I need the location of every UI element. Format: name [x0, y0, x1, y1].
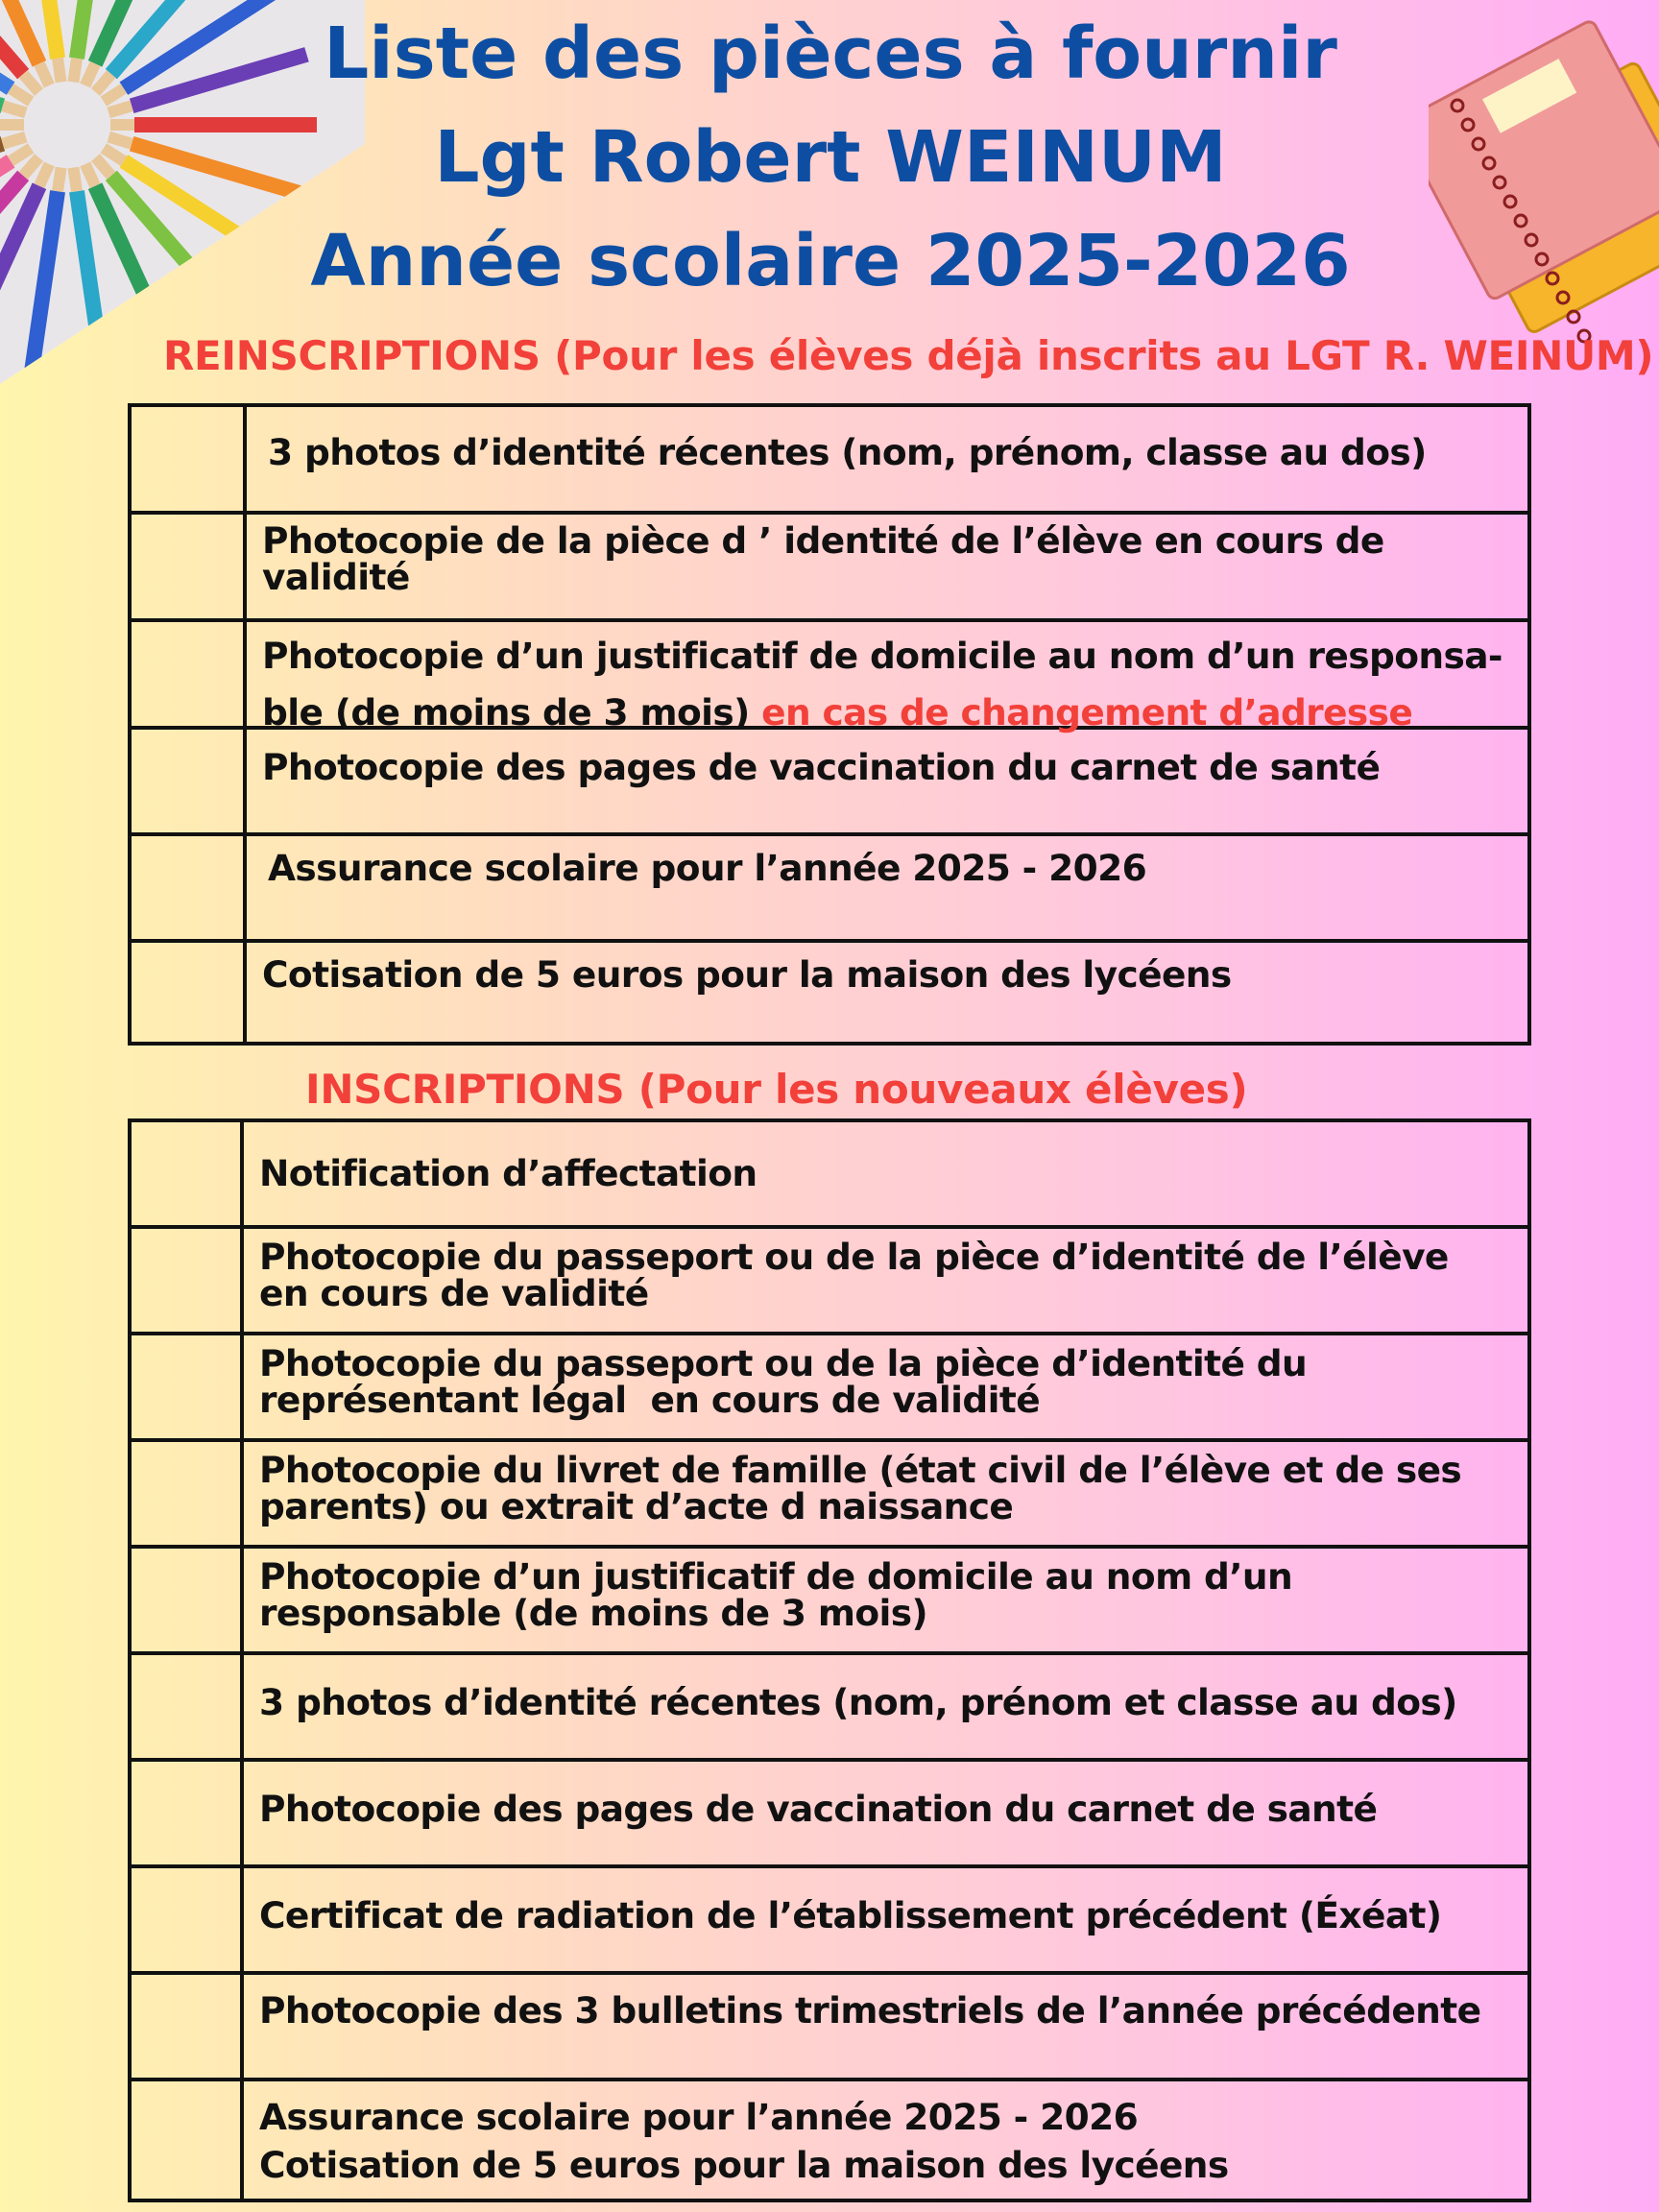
item-line: Photocopie du passeport ou de la pièce d’identité de l’élève [259, 1236, 1449, 1278]
item-line: Photocopie du passeport ou de la pièce d’identité du [259, 1342, 1308, 1384]
checklist-item [247, 943, 1527, 1042]
highlight-note: en cas de changement d’adresse [761, 691, 1413, 733]
checkbox[interactable] [132, 1975, 244, 2078]
checkbox[interactable] [132, 730, 247, 832]
item-line: Assurance scolaire pour l’année 2025 - 2026 [259, 2096, 1139, 2138]
checklist-item [247, 407, 1527, 511]
checklist-row [132, 1229, 1527, 1335]
item-line: Photocopie des pages de vaccination du carnet de santé [259, 1788, 1378, 1830]
page-title [288, 2, 1373, 313]
checkbox[interactable] [132, 2081, 244, 2201]
pencil-tip [73, 59, 77, 83]
checklist-item [244, 1868, 1527, 1971]
checklist-row [132, 1762, 1527, 1868]
item-line: Photocopie des 3 bulletins trimestriels de l’année précédente [259, 1989, 1481, 2032]
pencil-tip [3, 106, 26, 112]
checklist-row [132, 515, 1527, 622]
checkbox[interactable] [132, 515, 247, 618]
item-line: Cotisation de 5 euros pour la maison des lycéens [262, 953, 1232, 996]
checklist-row [132, 2081, 1527, 2201]
checklist-item [244, 1762, 1527, 1864]
item-line: Photocopie des pages de vaccination du carnet de santé [262, 746, 1381, 788]
inscriptions-checklist [128, 1118, 1531, 2202]
checklist-item [244, 1549, 1527, 1651]
checklist-item [244, 1442, 1527, 1545]
checklist-row [132, 1442, 1527, 1549]
inscriptions-heading: INSCRIPTIONS (Pour les nouveaux élèves) [305, 1066, 1248, 1113]
checkbox[interactable] [132, 1335, 244, 1438]
item-line: Photocopie d’un justificatif de domicile au nom d’un responsa- [262, 635, 1503, 677]
checklist-row [132, 622, 1527, 733]
checkbox[interactable] [132, 943, 247, 1042]
checkbox[interactable] [132, 836, 247, 939]
item-line: ble (de moins de 3 mois) [262, 691, 750, 733]
checklist-item [244, 1229, 1527, 1332]
checkbox[interactable] [132, 1442, 244, 1545]
checklist-row [132, 1975, 1527, 2081]
item-line: validité [262, 556, 410, 598]
item-line: Cotisation de 5 euros pour la maison des lycéens [259, 2144, 1229, 2186]
item-line: en cours de validité [259, 1272, 649, 1314]
item-line: représentant légal en cours de validité [259, 1379, 1041, 1421]
checklist-item [247, 730, 1527, 832]
checkbox[interactable] [132, 1655, 244, 1758]
checklist-row [132, 407, 1527, 515]
item-line: 3 photos d’identité récentes (nom, prénom et classe au dos) [259, 1681, 1457, 1723]
item-line: 3 photos d’identité récentes (nom, prénom, classe au dos) [268, 431, 1427, 473]
item-line: responsable (de moins de 3 mois) [259, 1592, 928, 1634]
title-line: Lgt Robert WEINUM [434, 116, 1227, 199]
pencil-tip [58, 168, 61, 192]
checklist-row [132, 1549, 1527, 1655]
checkbox[interactable] [132, 1549, 244, 1651]
checkbox[interactable] [132, 407, 247, 511]
checklist-row [132, 943, 1527, 1042]
checklist-item [244, 1122, 1527, 1225]
item-line: Assurance scolaire pour l’année 2025 - 2026 [268, 847, 1147, 889]
item-line: parents) ou extrait d’acte d naissance [259, 1485, 1014, 1527]
checklist-item [244, 1335, 1527, 1438]
pencil-tip [108, 137, 132, 144]
checkbox[interactable] [132, 622, 247, 726]
checklist-item [244, 1655, 1527, 1758]
checkbox[interactable] [132, 1229, 244, 1332]
pencil-tip [73, 168, 77, 192]
checkbox[interactable] [132, 1868, 244, 1971]
checklist-item [244, 2081, 1527, 2201]
checkbox[interactable] [132, 1122, 244, 1225]
pencil-tip [58, 59, 61, 83]
checklist-row [132, 1655, 1527, 1762]
checklist-row [132, 1335, 1527, 1442]
reinscriptions-checklist [128, 403, 1531, 1046]
checkbox[interactable] [132, 1762, 244, 1864]
checklist-item [247, 622, 1527, 733]
item-line: Certificat de radiation de l’établissement précédent (Éxéat) [259, 1894, 1442, 1936]
item-line: Photocopie de la pièce d ’ identité de l’élève en cours de [262, 519, 1384, 562]
pencil-tip [3, 137, 26, 144]
checklist-row [132, 1122, 1527, 1229]
title-line: Année scolaire 2025-2026 [310, 220, 1351, 302]
checklist-row [132, 730, 1527, 836]
checklist-row [132, 836, 1527, 943]
item-line: Notification d’affectation [259, 1152, 757, 1194]
notebooks-icon [1429, 0, 1659, 355]
checklist-item [244, 1975, 1527, 2078]
checklist-item [247, 836, 1527, 939]
item-line: Photocopie d’un justificatif de domicile au nom d’un [259, 1555, 1293, 1598]
checklist-row [132, 1868, 1527, 1975]
title-line: Liste des pièces à fournir [324, 12, 1337, 95]
item-line: Photocopie du livret de famille (état civil de l’élève et de ses [259, 1449, 1462, 1491]
checklist-item [247, 515, 1527, 618]
pencil-tip [108, 106, 132, 112]
reinscriptions-heading: REINSCRIPTIONS (Pour les élèves déjà inscrits au LGT R. WEINUM) [163, 332, 1654, 379]
